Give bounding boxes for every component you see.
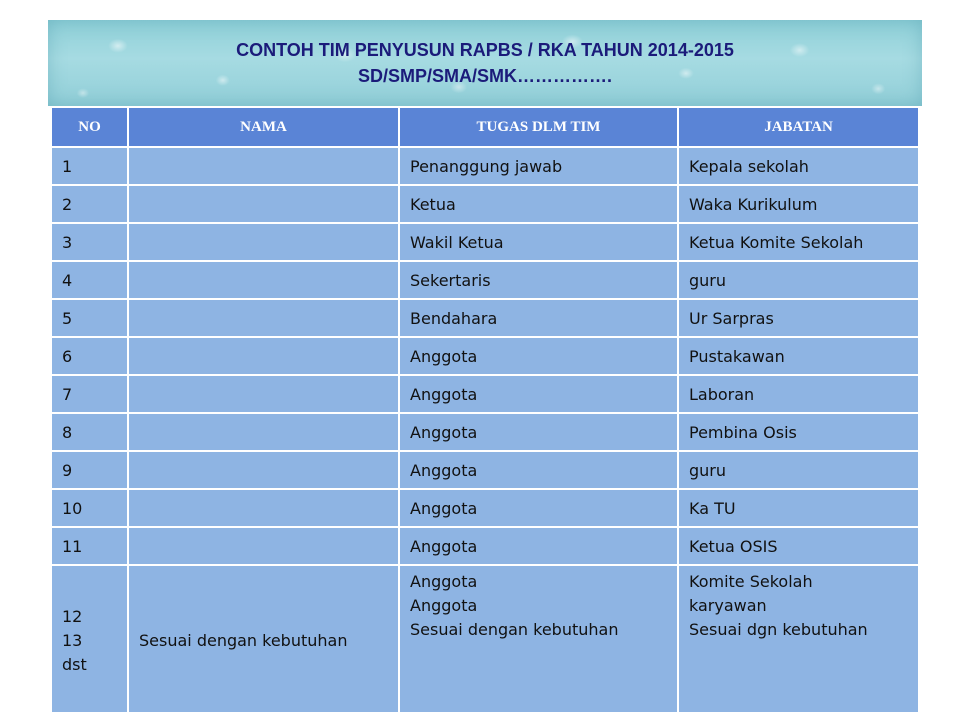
cell-no: 8 bbox=[52, 413, 128, 451]
title-banner bbox=[48, 20, 922, 106]
cell-nama bbox=[128, 413, 399, 451]
cell-nama bbox=[128, 185, 399, 223]
cell-tugas: Anggota bbox=[399, 527, 678, 565]
cell-jabatan: guru bbox=[678, 261, 918, 299]
cell-tugas: Ketua bbox=[399, 185, 678, 223]
header-no: NO bbox=[52, 108, 128, 147]
cell-nama bbox=[128, 223, 399, 261]
cell-nama bbox=[128, 147, 399, 185]
cell-no: 10 bbox=[52, 489, 128, 527]
cell-jabatan: Ketua OSIS bbox=[678, 527, 918, 565]
cell-no bbox=[52, 565, 128, 712]
cell-tugas: Wakil Ketua bbox=[399, 223, 678, 261]
cell-no: 6 bbox=[52, 337, 128, 375]
header-nama: NAMA bbox=[128, 108, 399, 147]
cell-jabatan: Ur Sarpras bbox=[678, 299, 918, 337]
cell-jabatan-line: Sesuai dgn kebutuhan bbox=[689, 620, 868, 639]
table-row bbox=[52, 147, 918, 185]
cell-tugas: Anggota bbox=[399, 413, 678, 451]
cell-no-line: dst bbox=[62, 655, 87, 674]
team-table bbox=[52, 108, 918, 712]
table-row bbox=[52, 489, 918, 527]
cell-nama bbox=[128, 337, 399, 375]
cell-no-line: 12 bbox=[62, 607, 83, 626]
cell-jabatan bbox=[678, 565, 918, 712]
table-row bbox=[52, 299, 918, 337]
cell-tugas: Anggota bbox=[399, 375, 678, 413]
cell-no: 4 bbox=[52, 261, 128, 299]
cell-jabatan: guru bbox=[678, 451, 918, 489]
cell-no-line: 13 bbox=[62, 631, 83, 650]
cell-no: 3 bbox=[52, 223, 128, 261]
cell-jabatan: Laboran bbox=[678, 375, 918, 413]
cell-nama bbox=[128, 375, 399, 413]
table-row bbox=[52, 337, 918, 375]
cell-tugas-line: Anggota bbox=[410, 596, 478, 615]
table-header-row bbox=[52, 108, 918, 147]
cell-tugas: Bendahara bbox=[399, 299, 678, 337]
title-line-1: CONTOH TIM PENYUSUN RAPBS / RKA TAHUN 2014-2015 bbox=[236, 40, 734, 60]
table-row bbox=[52, 223, 918, 261]
table-row bbox=[52, 451, 918, 489]
cell-no: 11 bbox=[52, 527, 128, 565]
table-row bbox=[52, 413, 918, 451]
cell-nama: Sesuai dengan kebutuhan bbox=[128, 565, 399, 712]
table-row bbox=[52, 261, 918, 299]
cell-no: 9 bbox=[52, 451, 128, 489]
table-row bbox=[52, 375, 918, 413]
title-line-2: SD/SMP/SMA/SMK……………. bbox=[357, 66, 612, 86]
cell-nama bbox=[128, 451, 399, 489]
cell-jabatan-line: Komite Sekolah bbox=[689, 572, 813, 591]
cell-jabatan: Ketua Komite Sekolah bbox=[678, 223, 918, 261]
cell-nama bbox=[128, 489, 399, 527]
cell-nama bbox=[128, 261, 399, 299]
table-row-last bbox=[52, 565, 918, 712]
cell-tugas: Anggota bbox=[399, 337, 678, 375]
cell-jabatan: Kepala sekolah bbox=[678, 147, 918, 185]
cell-tugas: Anggota bbox=[399, 489, 678, 527]
cell-tugas-line: Sesuai dengan kebutuhan bbox=[410, 620, 619, 639]
cell-tugas: Sekertaris bbox=[399, 261, 678, 299]
header-jabatan: JABATAN bbox=[678, 108, 918, 147]
cell-tugas-line: Anggota bbox=[410, 572, 478, 591]
cell-jabatan: Waka Kurikulum bbox=[678, 185, 918, 223]
cell-no: 5 bbox=[52, 299, 128, 337]
cell-tugas: Anggota bbox=[399, 451, 678, 489]
cell-tugas: Penanggung jawab bbox=[399, 147, 678, 185]
table-row bbox=[52, 185, 918, 223]
cell-nama bbox=[128, 299, 399, 337]
cell-jabatan: Pustakawan bbox=[678, 337, 918, 375]
cell-jabatan-line: karyawan bbox=[689, 596, 767, 615]
cell-no: 1 bbox=[52, 147, 128, 185]
cell-jabatan: Pembina Osis bbox=[678, 413, 918, 451]
cell-nama bbox=[128, 527, 399, 565]
cell-tugas bbox=[399, 565, 678, 712]
header-tugas: TUGAS DLM TIM bbox=[399, 108, 678, 147]
cell-no: 7 bbox=[52, 375, 128, 413]
cell-no: 2 bbox=[52, 185, 128, 223]
table-row bbox=[52, 527, 918, 565]
cell-jabatan: Ka TU bbox=[678, 489, 918, 527]
